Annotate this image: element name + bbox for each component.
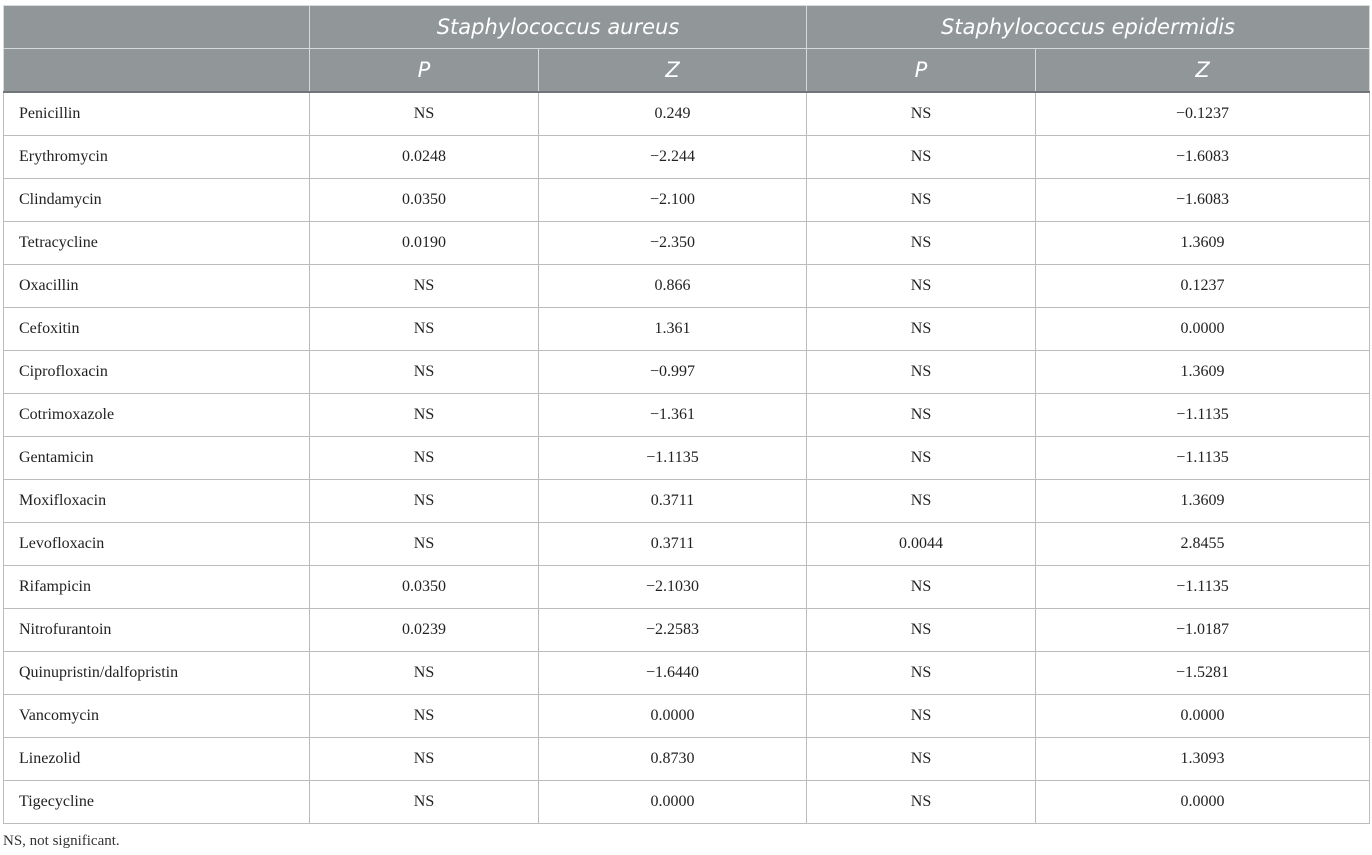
sa-z-cell: −2.100 (539, 179, 807, 222)
antibiotic-name-cell: Linezolid (4, 738, 310, 781)
se-z-cell: −1.1135 (1036, 437, 1370, 480)
table-row (4, 523, 1370, 566)
se-z-cell: −1.6083 (1036, 179, 1370, 222)
table-header (4, 6, 1370, 93)
table-row (4, 351, 1370, 394)
antibiotic-name-cell: Oxacillin (4, 265, 310, 308)
table-row (4, 136, 1370, 179)
table-row (4, 222, 1370, 265)
table-row (4, 566, 1370, 609)
antibiotic-name-cell: Cotrimoxazole (4, 394, 310, 437)
se-z-cell: 0.0000 (1036, 781, 1370, 824)
sa-z-cell: −2.1030 (539, 566, 807, 609)
sa-p-cell: 0.0248 (310, 136, 539, 179)
antibiotic-name-cell: Gentamicin (4, 437, 310, 480)
header-se-z: Z (1036, 49, 1370, 93)
table-row (4, 92, 1370, 136)
sa-z-cell: −2.244 (539, 136, 807, 179)
sa-p-cell: NS (310, 308, 539, 351)
se-z-cell: 2.8455 (1036, 523, 1370, 566)
table-row (4, 781, 1370, 824)
header-empty-cell (4, 6, 310, 49)
antibiotic-name-cell: Cefoxitin (4, 308, 310, 351)
sa-p-cell: NS (310, 92, 539, 136)
se-p-cell: NS (807, 609, 1036, 652)
sa-p-cell: 0.0350 (310, 179, 539, 222)
se-p-cell: 0.0044 (807, 523, 1036, 566)
se-z-cell: 0.0000 (1036, 695, 1370, 738)
results-table (3, 5, 1370, 824)
table-row (4, 308, 1370, 351)
se-z-cell: −1.1135 (1036, 566, 1370, 609)
sa-p-cell: NS (310, 351, 539, 394)
sa-p-cell: NS (310, 652, 539, 695)
antibiotic-name-cell: Clindamycin (4, 179, 310, 222)
se-p-cell: NS (807, 437, 1036, 480)
se-p-cell: NS (807, 179, 1036, 222)
sa-p-cell: 0.0350 (310, 566, 539, 609)
table-body (4, 92, 1370, 824)
sa-p-cell: NS (310, 437, 539, 480)
antibiotic-name-cell: Nitrofurantoin (4, 609, 310, 652)
se-p-cell: NS (807, 265, 1036, 308)
se-z-cell: 0.1237 (1036, 265, 1370, 308)
sa-p-cell: NS (310, 738, 539, 781)
table-row (4, 437, 1370, 480)
se-p-cell: NS (807, 781, 1036, 824)
sa-p-cell: NS (310, 523, 539, 566)
se-z-cell: 1.3609 (1036, 351, 1370, 394)
se-z-cell: −1.1135 (1036, 394, 1370, 437)
sa-z-cell: 0.249 (539, 92, 807, 136)
sa-p-cell: NS (310, 695, 539, 738)
se-z-cell: 1.3609 (1036, 222, 1370, 265)
antibiotic-name-cell: Tetracycline (4, 222, 310, 265)
sa-z-cell: 0.8730 (539, 738, 807, 781)
header-sa-z: Z (539, 49, 807, 93)
table-row (4, 394, 1370, 437)
sa-z-cell: −0.997 (539, 351, 807, 394)
se-p-cell: NS (807, 480, 1036, 523)
se-z-cell: 1.3093 (1036, 738, 1370, 781)
se-p-cell: NS (807, 394, 1036, 437)
se-p-cell: NS (807, 92, 1036, 136)
se-z-cell: −1.5281 (1036, 652, 1370, 695)
se-p-cell: NS (807, 222, 1036, 265)
table-row (4, 738, 1370, 781)
antibiotic-name-cell: Ciprofloxacin (4, 351, 310, 394)
header-row-groups (4, 6, 1370, 49)
antibiotic-name-cell: Erythromycin (4, 136, 310, 179)
sa-z-cell: 0.866 (539, 265, 807, 308)
sa-z-cell: −1.1135 (539, 437, 807, 480)
header-se-p: P (807, 49, 1036, 93)
se-z-cell: 1.3609 (1036, 480, 1370, 523)
header-empty-cell (4, 49, 310, 93)
sa-p-cell: 0.0239 (310, 609, 539, 652)
se-z-cell: −0.1237 (1036, 92, 1370, 136)
table-row (4, 652, 1370, 695)
table-row (4, 265, 1370, 308)
sa-z-cell: 0.0000 (539, 781, 807, 824)
antibiotic-name-cell: Rifampicin (4, 566, 310, 609)
table-footnote: NS, not significant. (3, 833, 120, 849)
antibiotic-name-cell: Levofloxacin (4, 523, 310, 566)
antibiotic-name-cell: Vancomycin (4, 695, 310, 738)
sa-z-cell: 0.3711 (539, 523, 807, 566)
sa-z-cell: 0.0000 (539, 695, 807, 738)
sa-z-cell: 1.361 (539, 308, 807, 351)
se-p-cell: NS (807, 136, 1036, 179)
se-z-cell: −1.6083 (1036, 136, 1370, 179)
sa-z-cell: −2.2583 (539, 609, 807, 652)
se-p-cell: NS (807, 695, 1036, 738)
se-p-cell: NS (807, 738, 1036, 781)
header-group-s-epidermidis: Staphylococcus epidermidis (807, 6, 1370, 49)
sa-z-cell: 0.3711 (539, 480, 807, 523)
table-row (4, 609, 1370, 652)
sa-z-cell: −2.350 (539, 222, 807, 265)
se-p-cell: NS (807, 308, 1036, 351)
se-p-cell: NS (807, 351, 1036, 394)
antibiotic-name-cell: Tigecycline (4, 781, 310, 824)
header-row-stats (4, 49, 1370, 93)
sa-p-cell: 0.0190 (310, 222, 539, 265)
table-row (4, 695, 1370, 738)
sa-p-cell: NS (310, 394, 539, 437)
header-sa-p: P (310, 49, 539, 93)
se-p-cell: NS (807, 566, 1036, 609)
table-container (3, 5, 1369, 824)
sa-p-cell: NS (310, 480, 539, 523)
antibiotic-name-cell: Moxifloxacin (4, 480, 310, 523)
sa-z-cell: −1.6440 (539, 652, 807, 695)
antibiotic-name-cell: Quinupristin/dalfopristin (4, 652, 310, 695)
header-group-s-aureus: Staphylococcus aureus (310, 6, 807, 49)
table-row (4, 179, 1370, 222)
sa-z-cell: −1.361 (539, 394, 807, 437)
table-row (4, 480, 1370, 523)
se-z-cell: 0.0000 (1036, 308, 1370, 351)
antibiotic-name-cell: Penicillin (4, 92, 310, 136)
sa-p-cell: NS (310, 265, 539, 308)
se-p-cell: NS (807, 652, 1036, 695)
sa-p-cell: NS (310, 781, 539, 824)
se-z-cell: −1.0187 (1036, 609, 1370, 652)
